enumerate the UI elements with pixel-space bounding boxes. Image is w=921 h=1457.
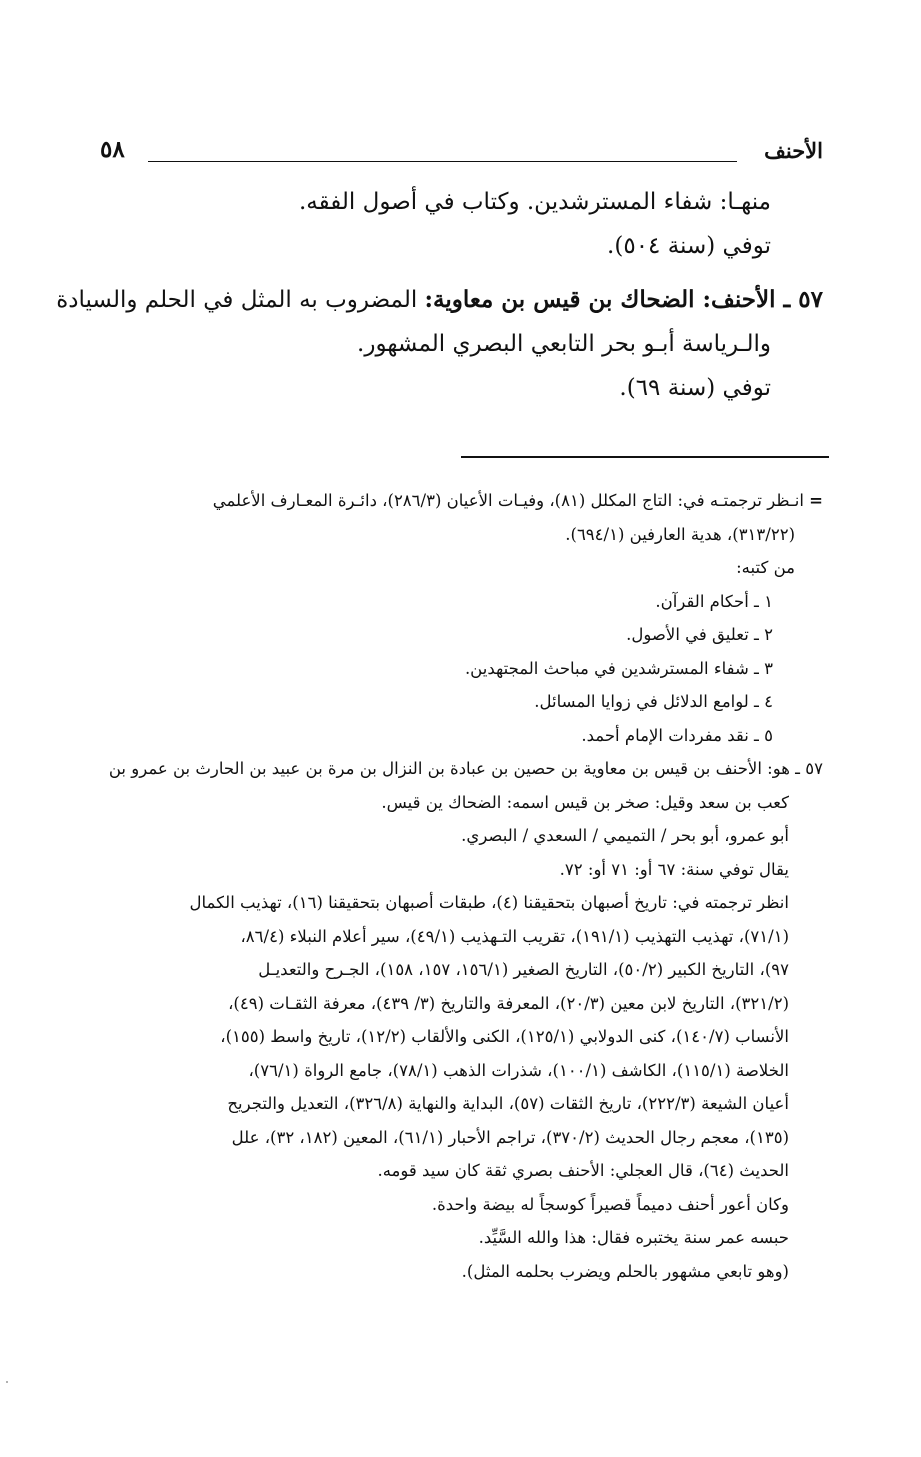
header-rule — [148, 161, 737, 162]
header-title: الأحنف — [764, 138, 823, 163]
continuation-marker: = — [809, 491, 823, 510]
entry-57-line-2: والـرياسة أبـو بحر التابعي البصري المشهور. — [357, 331, 771, 357]
prev-entry-line-1: منهـا: شفاء المسترشدين. وكتاب في أصول الفقه. — [298, 189, 771, 215]
books-heading: من كتبه: — [736, 558, 795, 577]
note-56-line-2: (٣١٣/٢٢)، هدية العارفين (٦٩٤/١). — [565, 524, 795, 544]
note-57-line-3: أبو عمرو، أبو بحر / التميمي / السعدي / البصري. — [461, 826, 789, 845]
page-number: ٥٨ — [100, 136, 125, 163]
note-56-line-1 — [100, 484, 823, 518]
note-56-line-1-text: انـظر ترجمتـه في: التاج المكلل (٨١)، وفيـات الأعيان (٢٨٦/٣)، دائـرة المعـارف الأعلمي — [212, 491, 810, 510]
closing-line: (وهو تابعي مشهور بالحلم ويضرب بحلمه المثل). — [461, 1261, 789, 1281]
main-text — [56, 180, 823, 410]
entry-57-line-3: توفي (سنة ٦٩). — [619, 375, 771, 401]
refs-line: الخلاصة (١١٥/١)، الكاشف (١٠٠/١)، شذرات الذهب (٧٨/١)، جامع الرواة (٧٦/١)، — [248, 1060, 789, 1080]
entry-57-line-1 — [56, 278, 823, 322]
closing-line: وكان أعور أحنف دميماً قصيراً كوسجاً له بيضة واحدة. — [431, 1194, 789, 1214]
note-57-line-4: يقال توفي سنة: ٦٧ أو: ٧١ أو: ٧٢. — [559, 859, 789, 879]
entry-57-head: ٥٧ ـ الأحنف: الضحاك بن قيس بن معاوية: — [424, 286, 823, 313]
book-item: ٥ ـ نقد مفردات الإمام أحمد. — [581, 725, 773, 745]
book-item: ٣ ـ شفاء المسترشدين في مباحث المجتهدين. — [464, 658, 773, 678]
refs-line: الأنساب (١٤٠/٧)، كنى الدولابي (١٢٥/١)، الكنى والألقاب (١٢/٢)، تاريخ واسط (١٥٥)، — [220, 1027, 789, 1046]
running-header — [100, 138, 823, 168]
prev-entry-line-2: توفي (سنة ٥٠٤). — [607, 233, 771, 259]
closing-line: حبسه عمر سنة يختبره فقال: هذا والله السَّيِّد. — [478, 1228, 789, 1247]
entry-57-line-1-rest: المضروب به المثل في الحلم والسيادة — [56, 287, 425, 313]
refs-line: (٣٢١/٢)، التاريخ لابن معين (٢٠/٣)، المعرفة والتاريخ (٣/ ٤٣٩)، معرفة الثقـات (٤٩)، — [228, 993, 789, 1013]
book-item: ١ ـ أحكام القرآن. — [655, 591, 773, 611]
book-item: ٤ ـ لوامع الدلائل في زوايا المسائل. — [534, 692, 773, 711]
refs-line: أعيان الشيعة (٢٢٢/٣)، تاريخ الثقات (٥٧)، البداية والنهاية (٣٢٦/٨)، التعديل والتجريح — [227, 1094, 789, 1113]
entry-57 — [56, 278, 823, 410]
scan-speck — [6, 1381, 8, 1383]
footnote-separator — [461, 456, 829, 458]
refs-line: (٧١/١)، تهذيب التهذيب (١٩١/١)، تقريب التـهذيب (٤٩/١)، سير أعلام النبلاء (٨٦/٤، — [240, 926, 789, 946]
footnotes — [100, 484, 823, 1288]
refs-line: (١٣٥)، معجم رجال الحديث (٣٧٠/٢)، تراجم الأحبار (٦١/١)، المعين (١٨٢، ٣٢)، علل — [231, 1127, 789, 1147]
note-57-line-1: ٥٧ ـ هو: الأحنف بن قيس بن معاوية بن حصين بن عبادة بن النزال بن مرة بن عبيد بن الحارث بن عمرو بن — [108, 759, 823, 778]
note-57-line-2: كعب بن سعد وقيل: صخر بن قيس اسمه: الضحاك ين قيس. — [381, 792, 789, 812]
refs-line: انظر ترجمته في: تاريخ أصبهان بتحقيقنا (٤)، طبقات أصبهان بتحقيقنا (١٦)، تهذيب الكمال — [189, 893, 789, 912]
refs-line: الحديث (٦٤)، قال العجلي: الأحنف بصري ثقة كان سيد قومه. — [377, 1161, 789, 1180]
book-item: ٢ ـ تعليق في الأصول. — [626, 625, 773, 644]
refs-line: ٩٧)، التاريخ الكبير (٥٠/٢)، التاريخ الصغير (١٥٦/١، ١٥٧، ١٥٨)، الجـرح والتعديـل — [258, 960, 789, 979]
